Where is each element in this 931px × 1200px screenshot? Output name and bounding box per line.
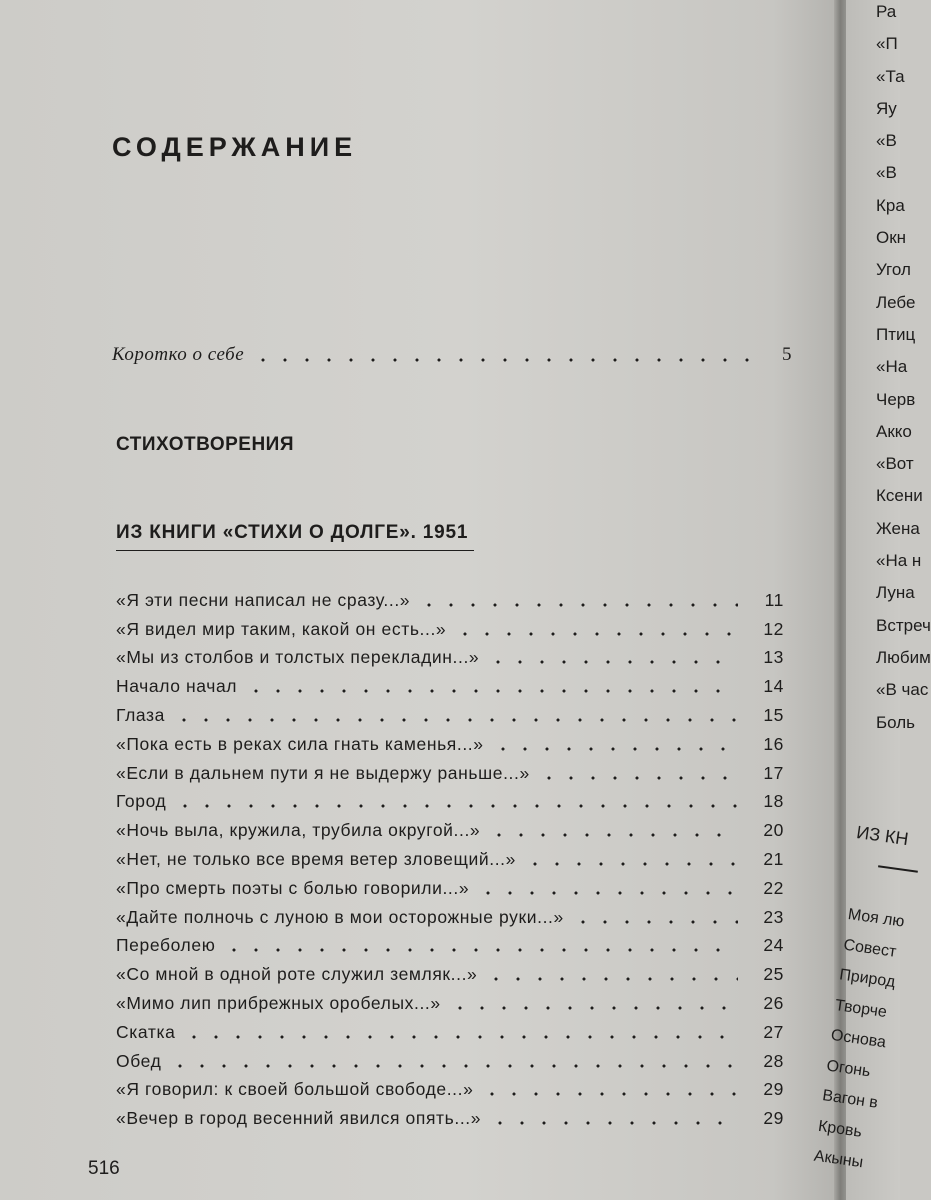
section-title: СТИХОТВОРЕНИЯ <box>116 434 294 455</box>
toc-entry-title: «Дайте полночь с луною в мои осторожные руки...» <box>116 906 564 927</box>
dot-leader <box>223 947 738 953</box>
toc-entry-page: 18 <box>763 791 784 812</box>
right-page-entry-fragment: «В <box>876 163 897 183</box>
right-page-entry-fragment: Боль <box>876 712 916 732</box>
dot-leader <box>572 919 738 925</box>
dot-leader <box>245 688 738 694</box>
toc-entry-title: «Мы из столбов и толстых перекладин...» <box>116 647 480 668</box>
toc-entry-title: «Мимо лип прибрежных оробелых...» <box>116 993 441 1014</box>
right-page-entry-fragment: «На <box>876 357 908 377</box>
right-page-entry-fragment: «П <box>876 34 898 54</box>
toc-list <box>116 586 784 1133</box>
toc-entry[interactable] <box>116 1104 784 1133</box>
toc-entry-page: 29 <box>763 1108 784 1129</box>
toc-entry-page: 5 <box>782 344 792 365</box>
right-page-entry-fragment: Яу <box>876 98 897 118</box>
toc-entry[interactable] <box>116 845 784 874</box>
right-page-entry-fragment: «Вот <box>876 454 914 474</box>
right-page-entry-fragment: Любим <box>876 647 931 667</box>
toc-entry[interactable] <box>116 701 784 730</box>
right-page-entry-fragment: Кра <box>876 195 905 215</box>
right-page-entry-fragment: Природ <box>838 966 897 991</box>
dot-leader <box>489 1120 738 1126</box>
toc-entry-title: «Вечер в город весенний явился опять...» <box>116 1108 482 1129</box>
right-page-entry-fragment: «В час <box>876 680 929 700</box>
right-page-entry-fragment: Встреч <box>876 615 931 635</box>
dot-leader <box>481 1091 738 1097</box>
toc-entry-title: Скатка <box>116 1021 176 1042</box>
toc-entry-page: 13 <box>763 647 784 668</box>
right-page-entry-fragment: Творче <box>834 996 889 1021</box>
toc-entry-title: Глаза <box>116 705 165 726</box>
right-page-entry-fragment: «В <box>876 131 897 151</box>
dot-leader <box>454 631 738 637</box>
toc-entry-title: «Нет, не только все время ветер зловещий...» <box>116 849 516 870</box>
toc-entry-page: 23 <box>763 906 784 927</box>
toc-entry-title: «Если в дальнем пути я не выдержу раньше...» <box>116 762 530 783</box>
toc-entry[interactable] <box>116 816 784 845</box>
toc-entry-title: «Ночь выла, кружила, трубила округой...» <box>116 820 481 841</box>
dot-leader <box>487 659 738 665</box>
toc-entry-page: 27 <box>763 1021 784 1042</box>
toc-entry[interactable] <box>116 730 784 759</box>
toc-entry-title: «Я видел мир таким, какой он есть...» <box>116 618 447 639</box>
toc-entry-title: «Про смерть поэты с болью говорили...» <box>116 877 470 898</box>
toc-entry-page: 20 <box>763 820 784 841</box>
right-page-heading-fragment: ИЗ КН <box>855 822 910 850</box>
dot-leader <box>169 1063 738 1069</box>
dot-leader <box>485 976 738 982</box>
toc-entry-title: «Со мной в одной роте служил земляк...» <box>116 964 478 985</box>
right-page-entry-fragment: Моя лю <box>846 905 906 931</box>
toc-entry[interactable] <box>116 1018 784 1047</box>
toc-entry[interactable] <box>116 932 784 961</box>
toc-entry-page: 12 <box>763 618 784 639</box>
toc-entry-title: Коротко о себе <box>112 344 245 365</box>
dot-leader <box>449 1005 738 1011</box>
toc-entry[interactable] <box>116 759 784 788</box>
dot-leader <box>492 746 738 752</box>
right-page-entry-fragment: Жена <box>876 518 920 538</box>
toc-entry-title: Переболею <box>116 935 216 956</box>
toc-entry-title: Обед <box>116 1050 162 1071</box>
toc-entry-intro[interactable] <box>112 340 792 370</box>
page-number: 516 <box>88 1158 120 1179</box>
right-page-entry-fragment: Совест <box>842 936 898 961</box>
right-page-entry-fragment: «На н <box>876 551 922 571</box>
toc-entry[interactable] <box>116 788 784 817</box>
toc-entry-page: 14 <box>763 676 784 697</box>
toc-entry-page: 26 <box>763 993 784 1014</box>
dot-leader <box>524 861 738 867</box>
right-page-entry-fragment: Птиц <box>876 324 916 344</box>
toc-entry[interactable] <box>116 1076 784 1105</box>
subsection-title: ИЗ КНИГИ «СТИХИ О ДОЛГЕ». 1951 <box>116 522 474 551</box>
dot-leader <box>174 803 738 809</box>
toc-entry[interactable] <box>116 960 784 989</box>
dot-leader <box>418 602 738 608</box>
toc-entry[interactable] <box>116 1047 784 1076</box>
toc-entry-title: «Я говорил: к своей большой свободе...» <box>116 1079 474 1100</box>
right-page-top-list <box>876 0 931 739</box>
dot-leader <box>488 832 738 838</box>
toc-entry-page: 22 <box>763 877 784 898</box>
toc-entry[interactable] <box>116 672 784 701</box>
toc-entry[interactable] <box>116 989 784 1018</box>
toc-entry[interactable] <box>116 644 784 673</box>
toc-entry-page: 29 <box>763 1079 784 1100</box>
right-page-entry-fragment: Черв <box>876 389 916 409</box>
toc-entry-page: 17 <box>763 762 784 783</box>
toc-entry-title: Начало начал <box>116 676 238 697</box>
toc-entry[interactable] <box>116 615 784 644</box>
dot-leader <box>477 890 738 896</box>
right-page-entry-fragment: «Та <box>876 66 905 86</box>
right-page-entry-fragment: Вагон в <box>821 1087 879 1112</box>
toc-entry-page: 24 <box>763 935 784 956</box>
toc-entry[interactable] <box>116 874 784 903</box>
toc-entry-page: 21 <box>763 849 784 870</box>
right-page-entry-fragment: Ра <box>876 2 897 21</box>
right-page-entry-fragment: Угол <box>876 260 911 280</box>
right-page-entry-fragment: Лебе <box>876 292 916 312</box>
toc-entry[interactable] <box>116 903 784 932</box>
right-page-rule <box>878 865 918 872</box>
toc-entry[interactable] <box>116 586 784 615</box>
page-heading: СОДЕРЖАНИЕ <box>112 132 358 162</box>
right-page-entry-fragment: Основа <box>829 1026 888 1052</box>
toc-entry-page: 16 <box>763 733 784 754</box>
right-page-entry-fragment: Луна <box>876 583 915 603</box>
toc-entry-page: 11 <box>764 589 784 610</box>
dot-leader <box>252 357 758 363</box>
right-page-entry-fragment: Окн <box>876 228 907 248</box>
right-page-entry-fragment: Акко <box>876 421 912 441</box>
right-page <box>812 0 931 1200</box>
right-page-entry-fragment: Огонь <box>825 1056 872 1080</box>
dot-leader <box>538 775 738 781</box>
right-page-entry-fragment: Ксени <box>876 486 923 506</box>
right-page-entry-fragment: Акыны <box>812 1147 865 1172</box>
toc-entry-page: 15 <box>763 705 784 726</box>
toc-entry-title: «Я эти песни написал не сразу...» <box>116 589 411 610</box>
toc-entry-page: 25 <box>763 964 784 985</box>
dot-leader <box>173 717 738 723</box>
toc-entry-page: 28 <box>763 1050 784 1071</box>
toc-entry-title: «Пока есть в реках сила гнать каменья...» <box>116 733 484 754</box>
dot-leader <box>183 1034 738 1040</box>
toc-entry-title: Город <box>116 791 167 812</box>
right-page-entry-fragment: Кровь <box>817 1117 863 1141</box>
